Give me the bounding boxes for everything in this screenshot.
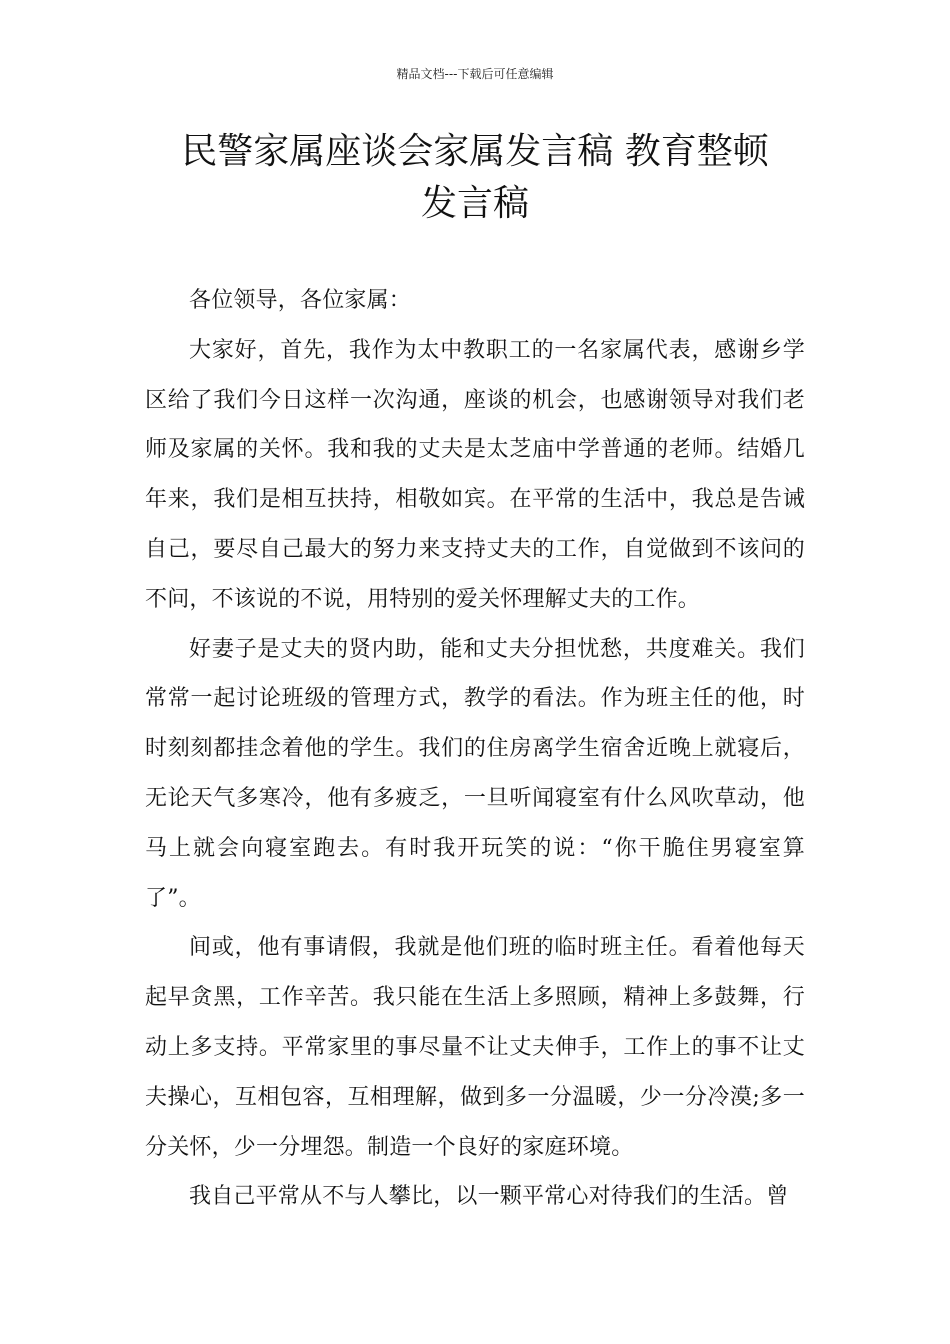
title-line-2: 发言稿 bbox=[420, 183, 529, 224]
paragraph: 我自己平常从不与人攀比，以一颗平常心对待我们的生活。曾 bbox=[189, 1184, 789, 1210]
paragraph: 大家好，首先，我作为太中教职工的一名家属代表，感谢乡学区给了我们今日这样一次沟通，座谈的机会，也感谢领导对我们老师及家属的关怀。我和我的丈夫是太芝庙中学普通的老师。结婚几年来，我们是相互扶持，相敬如宾。在平常的生活中，我总是告诫自己，要尽自己最大的努力来支持丈夫的工作，自觉做到不该问的不问，不该说的不说，用特别的爱关怀理解丈夫的工作。 bbox=[145, 337, 805, 612]
document-body bbox=[145, 276, 805, 1222]
paragraph: 好妻子是丈夫的贤内助，能和丈夫分担忧愁，共度难关。我们常常一起讨论班级的管理方式，教学的看法。作为班主任的他，时时刻刻都挂念着他的学生。我们的住房离学生宿舍近晚上就寝后，无论天气多寒冷，他有多疲乏，一旦听闻寝室有什么风吹草动，他马上就会向寝室跑去。有时我开玩笑的说：“你干脆住男寝室算了”。 bbox=[145, 636, 805, 911]
document-title bbox=[120, 126, 830, 230]
page-header: 精品文档---下载后可任意编辑 bbox=[396, 67, 554, 81]
paragraph-greeting: 各位领导，各位家属： bbox=[189, 288, 412, 313]
title-line-1: 民警家属座谈会家属发言稿 教育整顿 bbox=[181, 131, 769, 172]
paragraph: 间或，他有事请假，我就是他们班的临时班主任。看着他每天起早贪黑，工作辛苦。我只能在生活上多照顾，精神上多鼓舞，行动上多支持。平常家里的事尽量不让丈夫伸手，工作上的事不让丈夫操心，互相包容，互相理解，做到多一分温暖，少一分冷漠;多一分关怀，少一分埋怨。制造一个良好的家庭环境。 bbox=[145, 935, 805, 1160]
